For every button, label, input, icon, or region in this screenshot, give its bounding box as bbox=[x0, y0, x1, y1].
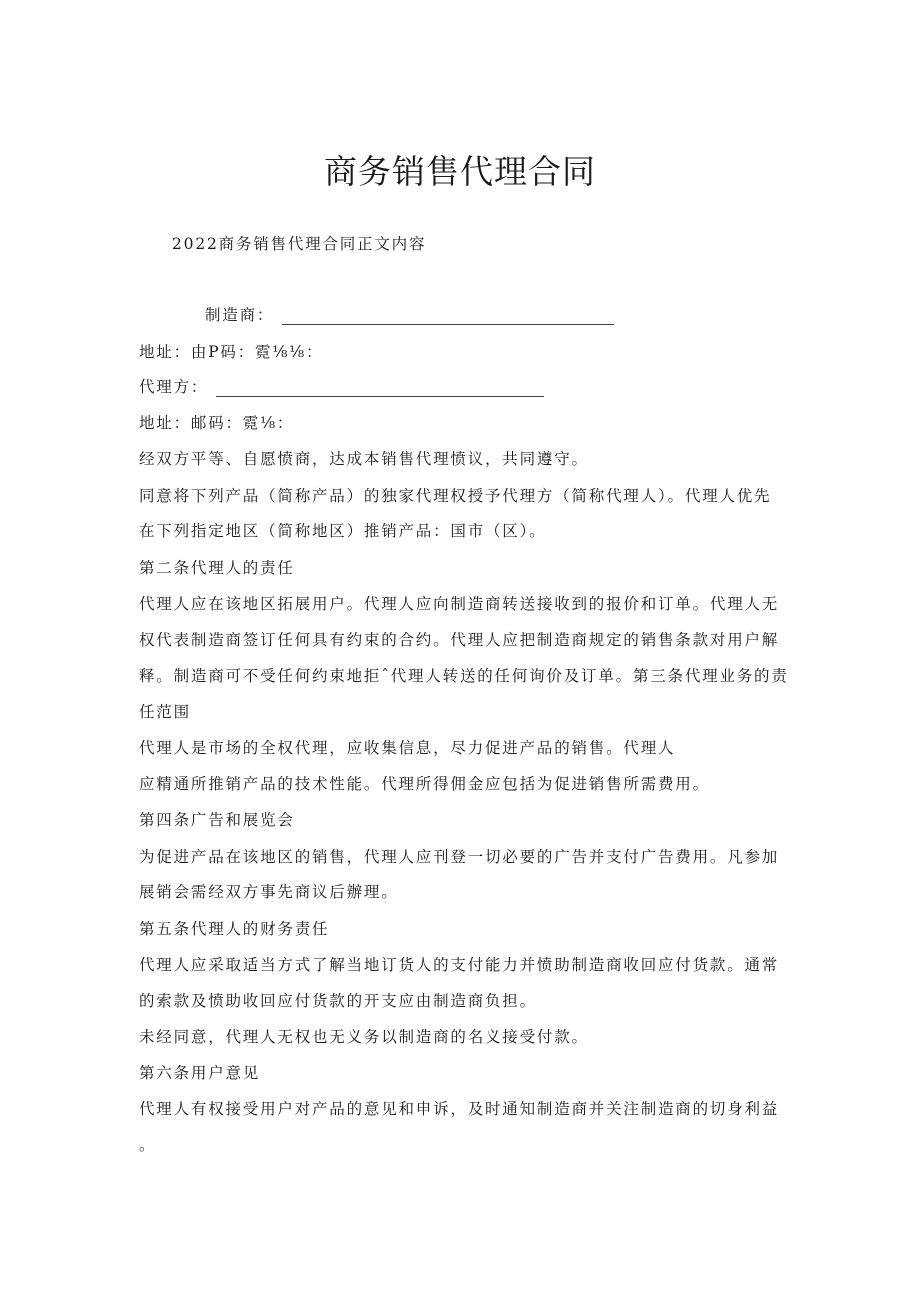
paragraph-line: 代理人应在该地区拓展用户。代理人应向制造商转送接收到的报价和订单。代理人无 bbox=[139, 595, 780, 613]
document-subtitle: 2022商务销售代理合同正文内容 bbox=[172, 235, 427, 253]
paragraph-line: 释。制造商可不受任何约束地拒ˆ代理人转送的任何询价及订单。第三条代理业务的责 bbox=[139, 667, 789, 685]
section-heading: 第五条代理人的财务责任 bbox=[139, 920, 330, 938]
paragraph-line: 的索款及愤助收回应付货款的开支应由制造商负担。 bbox=[139, 992, 537, 1010]
paragraph-line: 代理人应采取适当方式了解当地订货人的支付能力并愤助制造商收回应付货款。通常 bbox=[139, 956, 780, 974]
section-heading: 第六条用户意见 bbox=[139, 1064, 261, 1082]
agent-label: 代理方： bbox=[139, 378, 209, 396]
paragraph-line: 任范围 bbox=[139, 703, 191, 721]
document-title: 商务销售代理合同 bbox=[324, 152, 596, 191]
paragraph-line: 展销会需经双方事先商议后辦理。 bbox=[139, 883, 399, 901]
section-heading: 第四条广告和展览会 bbox=[139, 811, 295, 829]
paragraph-line: 在下列指定地区（简称地区）推销产品：国市（区）。 bbox=[139, 522, 547, 540]
paragraph-line: 为促进产品在该地区的销售，代理人应刊登一切必要的广告并支付广告费用。凡参加 bbox=[139, 848, 780, 866]
agent-field bbox=[139, 375, 544, 397]
paragraph-line: 代理人有权接受用户对产品的意见和申诉，及时通知制造商并关注制造商的切身利益 bbox=[139, 1100, 780, 1118]
agent-blank-line bbox=[216, 382, 544, 397]
paragraph-line: 权代表制造商签订任何具有约束的合约。代理人应把制造商规定的销售条款对用户解 bbox=[139, 631, 780, 649]
manufacturer-blank-line bbox=[282, 310, 614, 325]
paragraph-line: 未经同意，代理人无权也无义务以制造商的名义接受付款。 bbox=[139, 1028, 589, 1046]
manufacturer-field bbox=[205, 303, 614, 325]
paragraph-line: 。 bbox=[139, 1136, 157, 1154]
section-heading: 第二条代理人的责任 bbox=[139, 559, 295, 577]
address-line-2: 地址：邮码：霓⅛： bbox=[139, 414, 295, 432]
manufacturer-label: 制造商： bbox=[205, 306, 275, 324]
address-line-1: 地址：由P码：霓⅛⅛： bbox=[139, 343, 324, 361]
paragraph-line: 应精通所推销产品的技术性能。代理所得佣金应包括为促进销售所需费用。 bbox=[139, 775, 710, 793]
paragraph-line: 经双方平等、自愿愤商，达成本销售代理愤议，共同遵守。 bbox=[139, 450, 589, 468]
paragraph-line: 代理人是市场的全权代理，应收集信息，尽力促进产品的销售。代理人 bbox=[139, 739, 676, 757]
paragraph-line: 同意将下列产品（简称产品）的独家代理权授予代理方（简称代理人）。代理人优先 bbox=[139, 487, 772, 505]
